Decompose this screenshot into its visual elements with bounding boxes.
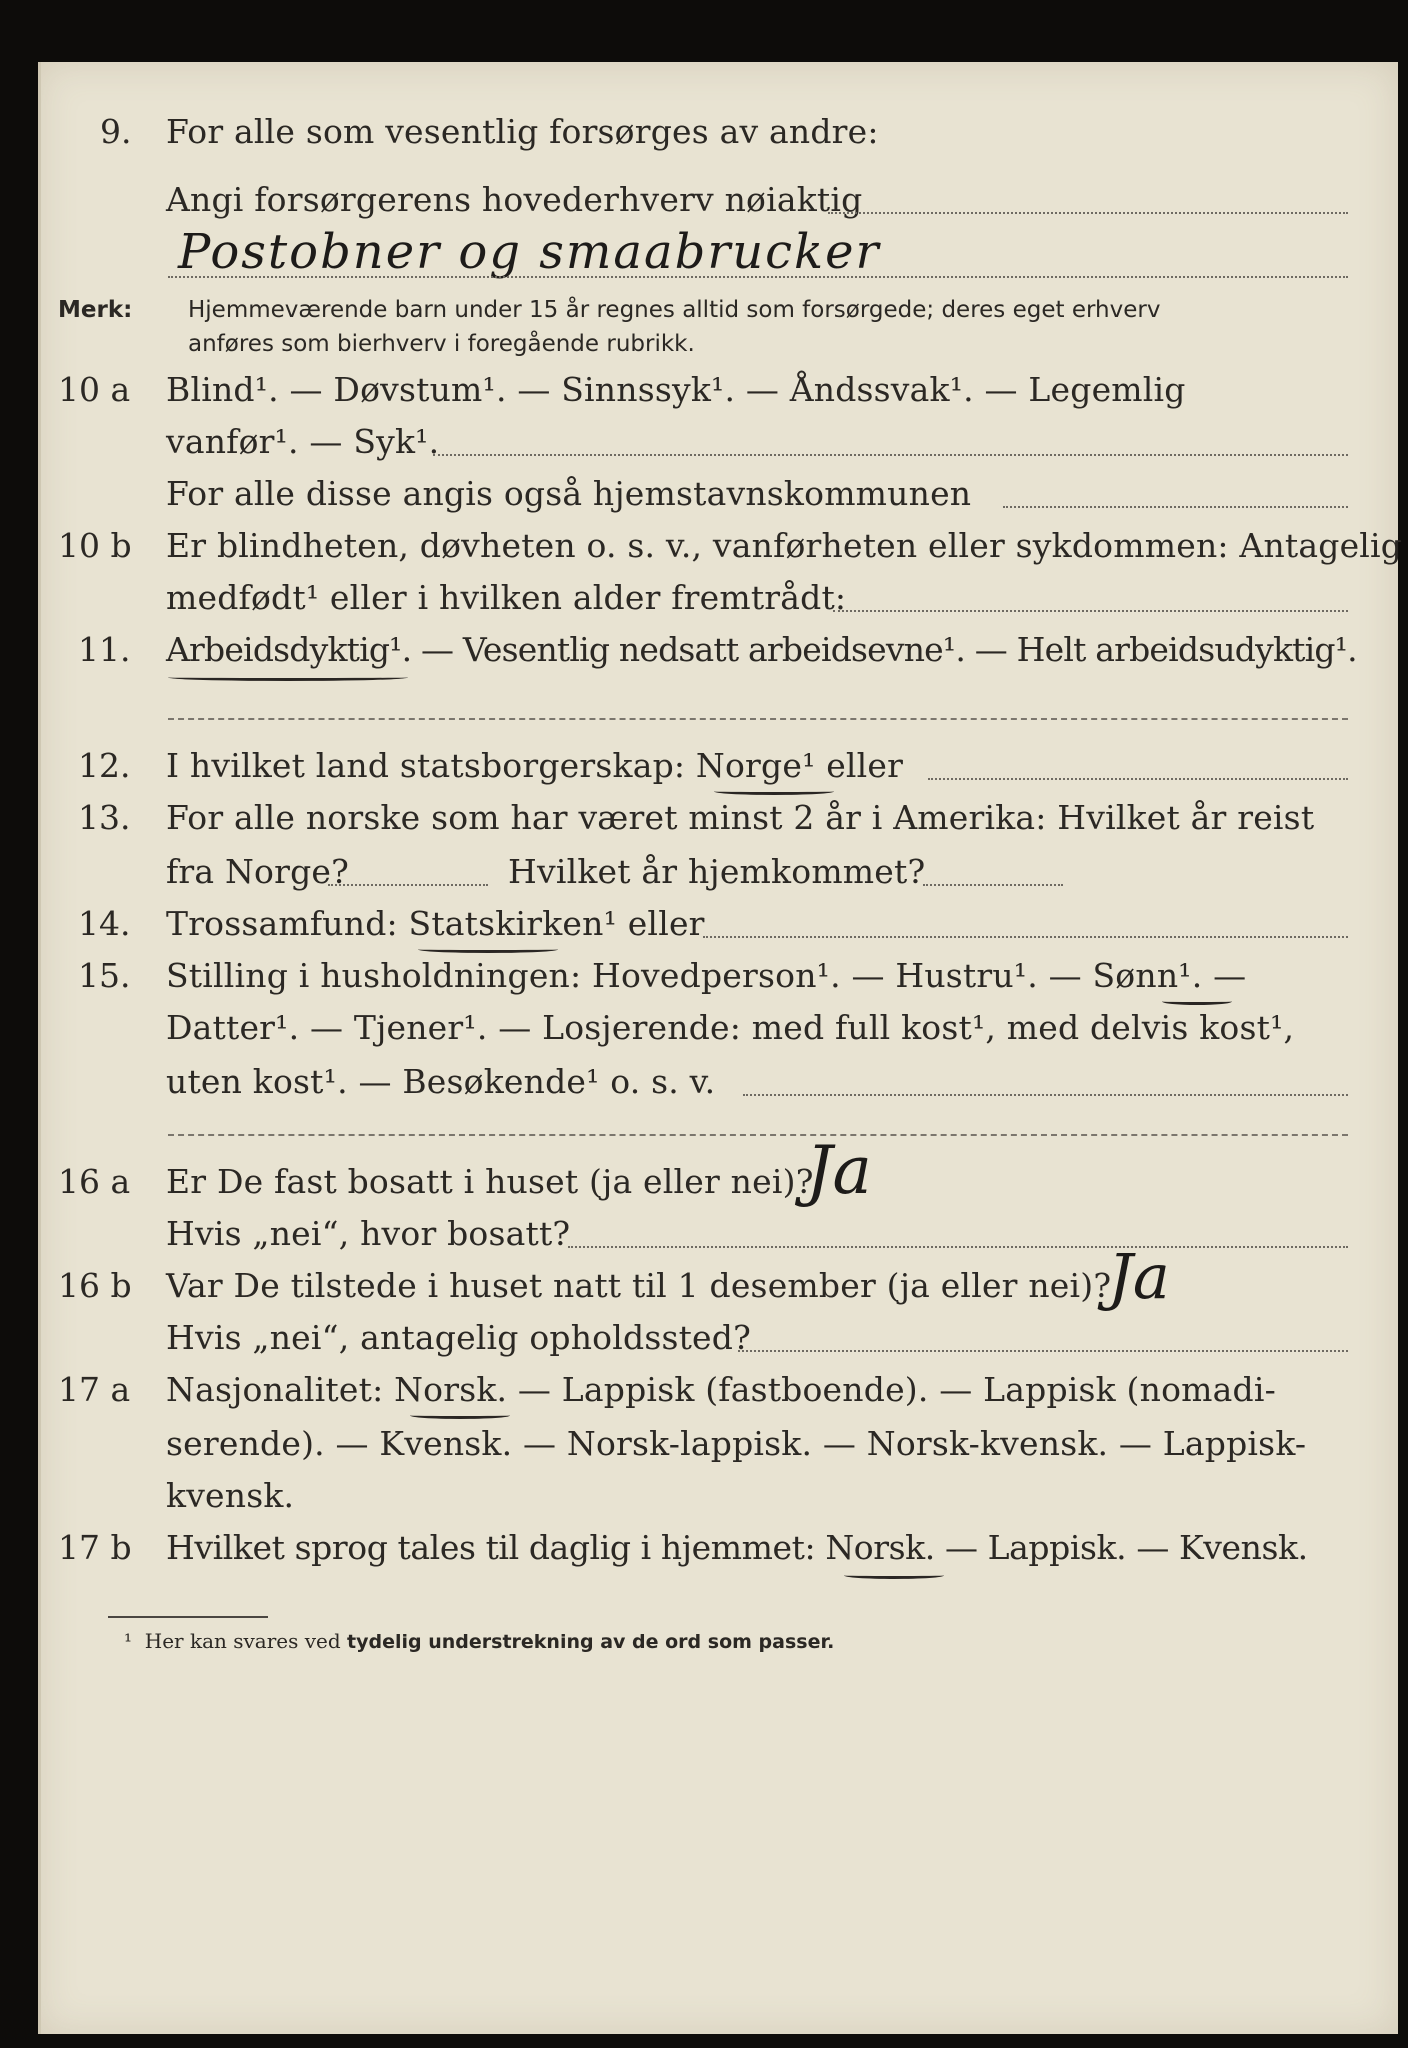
q17b-underline-mark xyxy=(844,1572,944,1579)
item-number-15: 15. xyxy=(78,956,131,995)
q16b-followup: Hvis „nei“, antagelig opholdssted? xyxy=(166,1318,751,1357)
q11-options: Arbeidsdyktig¹. — Vesentlig nedsatt arbeidsevne¹. — Helt arbeidsudyktig¹. xyxy=(166,630,1357,669)
q10a-line-1: Blind¹. — Døvstum¹. — Sinnssyk¹. — Åndssvak¹. — Legemlig xyxy=(166,370,1186,409)
q10a-answer-line-2 xyxy=(1003,506,1348,508)
q14-question: Trossamfund: Statskirken¹ eller xyxy=(166,904,705,943)
q11-underline-mark xyxy=(168,674,408,681)
q16a-question: Er De fast bosatt i huset (ja eller nei)? xyxy=(166,1162,814,1201)
item-number-14: 14. xyxy=(78,904,131,943)
merk-text-1: Hjemmeværende barn under 15 år regnes alltid som forsørgede; deres eget erhverv xyxy=(188,297,1161,323)
q12-underline-mark xyxy=(714,788,834,795)
q16a-handwritten-answer: Ja xyxy=(806,1132,872,1209)
q16b-handwritten-answer: Ja xyxy=(1108,1240,1170,1313)
q13-line-1: For alle norske som har været minst 2 år i Amerika: Hvilket år reist xyxy=(166,798,1315,837)
q13-line-2b: Hvilket år hjemkommet? xyxy=(508,852,926,891)
q11-answer-line xyxy=(168,718,1348,720)
q9-subquestion: Angi forsørgerens hovederhverv nøiaktig xyxy=(166,180,863,219)
q16a-answer-line xyxy=(568,1246,1348,1248)
q9-answer-line-2 xyxy=(168,276,1348,278)
form-page xyxy=(38,62,1403,2034)
q13-answer-line-1 xyxy=(328,884,488,886)
q15-line-3: uten kost¹. — Besøkende¹ o. s. v. xyxy=(166,1062,716,1101)
q10a-line-3: For alle disse angis også hjemstavnskommunen xyxy=(166,474,972,513)
q13-line-2a: fra Norge? xyxy=(166,852,350,891)
q10a-line-2: vanfør¹. — Syk¹. xyxy=(166,422,440,461)
q17a-line-2: serende). — Kvensk. — Norsk-lappisk. — Norsk-kvensk. — Lappisk- xyxy=(166,1424,1307,1463)
q14-answer-line xyxy=(703,936,1348,938)
q15-answer-line xyxy=(743,1094,1348,1096)
q14-underline-mark xyxy=(418,946,558,953)
item-number-9: 9. xyxy=(100,112,132,151)
q13-answer-line-2 xyxy=(923,884,1063,886)
q12-answer-line xyxy=(928,778,1348,780)
item-number-11: 11. xyxy=(78,630,131,669)
q16a-followup: Hvis „nei“, hvor bosatt? xyxy=(166,1214,571,1253)
q9-handwritten-answer: Postobner og smaabrucker xyxy=(178,224,881,280)
footnote-marker: ¹ xyxy=(124,1629,133,1653)
q15-answer-line-2 xyxy=(168,1134,1348,1136)
item-number-10b: 10 b xyxy=(58,526,132,565)
q15-line-1: Stilling i husholdningen: Hovedperson¹. — Hustru¹. — Sønn¹. — xyxy=(166,956,1247,995)
q15-underline-mark xyxy=(1162,998,1232,1005)
item-number-13: 13. xyxy=(78,798,131,837)
q9-answer-line xyxy=(828,212,1348,214)
q10b-line-1: Er blindheten, døvheten o. s. v., vanførheten eller sykdommen: Antagelig xyxy=(166,526,1403,565)
merk-label: Merk: xyxy=(58,297,133,323)
q17a-line-1: Nasjonalitet: Norsk. — Lappisk (fastboende). — Lappisk (nomadi- xyxy=(166,1370,1276,1409)
q15-line-2: Datter¹. — Tjener¹. — Losjerende: med full kost¹, med delvis kost¹, xyxy=(166,1008,1295,1047)
item-number-10a: 10 a xyxy=(58,370,131,409)
q12-question: I hvilket land statsborgerskap: Norge¹ eller xyxy=(166,746,904,785)
q9-question: For alle som vesentlig forsørges av andre: xyxy=(166,112,879,151)
q17a-underline-mark xyxy=(410,1412,510,1419)
q10b-answer-line xyxy=(833,610,1348,612)
q17b-question: Hvilket sprog tales til daglig i hjemmet: Norsk. — Lappisk. — Kvensk. xyxy=(166,1528,1308,1567)
q10b-line-2: medfødt¹ eller i hvilken alder fremtrådt: xyxy=(166,578,847,617)
q16b-question: Var De tilstede i huset natt til 1 desember (ja eller nei)? xyxy=(166,1266,1112,1305)
footnote-text-1: Her kan svares ved xyxy=(144,1629,348,1653)
merk-text-2: anføres som bierhverv i foregående rubrikk. xyxy=(188,331,695,357)
page-edge xyxy=(38,62,41,2034)
footnote xyxy=(124,1628,834,1655)
item-number-17a: 17 a xyxy=(58,1370,131,1409)
footnote-rule xyxy=(108,1616,268,1618)
q17a-line-3: kvensk. xyxy=(166,1476,295,1515)
q16b-answer-line xyxy=(738,1350,1348,1352)
q10a-answer-line xyxy=(433,454,1348,456)
item-number-12: 12. xyxy=(78,746,131,785)
item-number-16a: 16 a xyxy=(58,1162,131,1201)
item-number-17b: 17 b xyxy=(58,1528,132,1567)
item-number-16b: 16 b xyxy=(58,1266,132,1305)
footnote-text-bold: tydelig understrekning av de ord som passer. xyxy=(347,1631,835,1653)
